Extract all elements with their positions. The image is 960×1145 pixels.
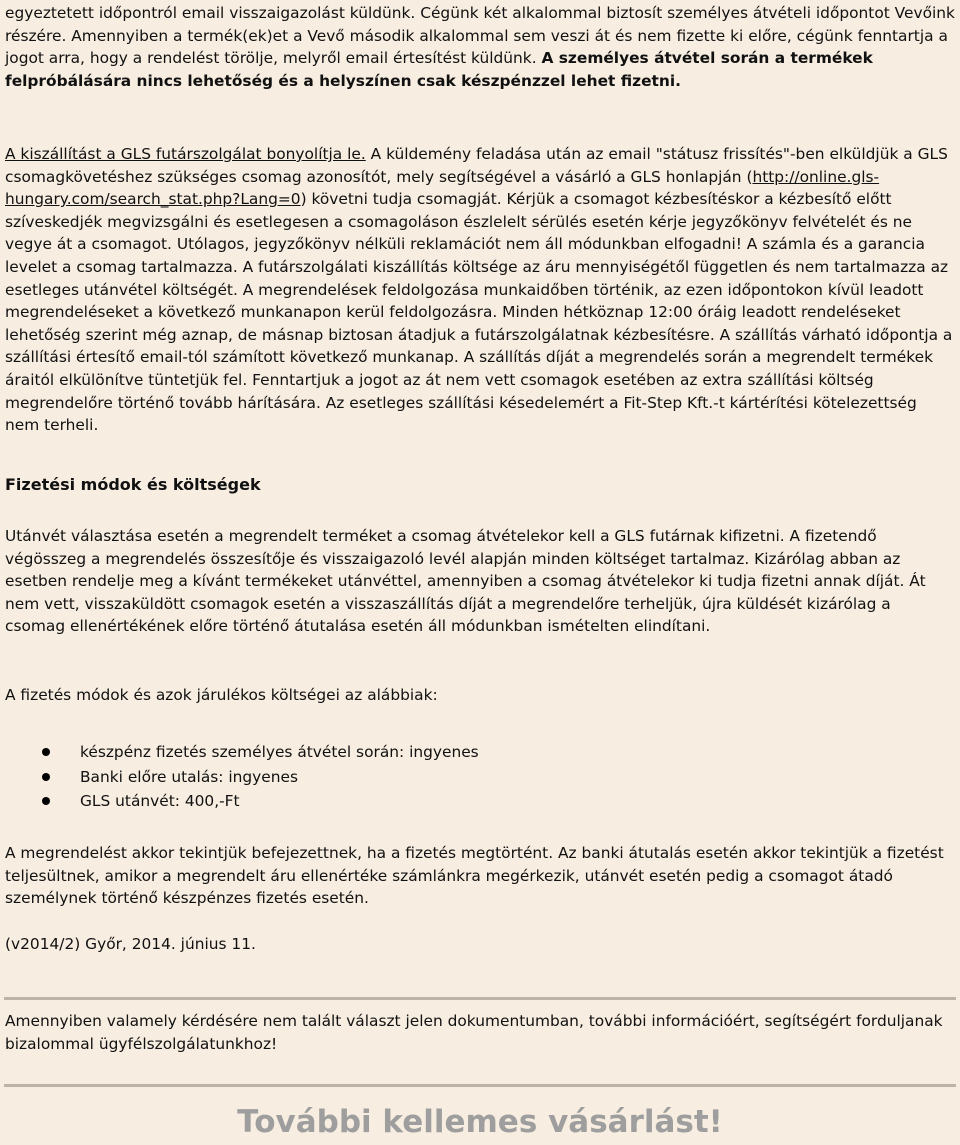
contact-paragraph: Amennyiben valamely kérdésére nem talált választ jelen dokumentumban, további információért, segítségért forduljanak bizalommal ügyfélszolgálatunkhoz!: [5, 1012, 943, 1053]
gls-delivery-text-continued: ) követni tudja csomagját. Kérjük a csomagot kézbesítéskor a kézbesítő előtt szíveskedjék megvizsgálni és esetlegesen a csomagoláson észlelelt sérülés esetén kérje jegyzőkönyv felvételét és ne vegye át a csomagot. Utólagos, jegyzőkönyv nélküli reklamációt nem áll módunkban elfogadni! A számla és a garancia levelet a csomag tartalmazza. A futárszolgálati kiszállítás költsége az áru mennyiségétől független és nem tartalmazza az esetleges utánvétel költségét. A megrendelések feldolgozása munkaidőben történik, az ezen időpontokon kívül leadott megrendeléseket a következő munkanapon kerül feldolgozásra. Minden hétköznap 12:00 óráig leadott rendeléseket lehetőség szerint még aznap, de másnap biztosan átadjuk a futárszolgálatnak kézbesítésre. A szállítás várható időpontja a szállítási értesítő email-tól számított következő munkanap. A szállítás díját a megrendelés során a megrendelt termékek áraitól elkülönítve tüntetjük fel. Fenntartjuk a jogot az át nem vett csomagok esetében az extra szállítási költség megrendelőre történő tovább hárítására. Az esetleges szállítási késedelemért a Fit-Step Kft.-t kártérítési kötelezettség nem terheli.: [5, 190, 953, 435]
closing-greeting: További kellemes vásárlást!: [237, 1104, 723, 1140]
payment-list-intro: A fizetés módok és azok járulékos költségei az alábbiak:: [5, 686, 438, 704]
list-item: [80, 765, 880, 790]
payment-section-heading: Fizetési módok és költségek: [5, 475, 261, 494]
payment-method-cod: GLS utánvét: 400,-Ft: [80, 792, 240, 810]
bullet-icon: [42, 748, 50, 756]
gls-delivery-paragraph: [5, 143, 955, 437]
bullet-icon: [42, 797, 50, 805]
list-item: [80, 789, 880, 814]
cod-paragraph: Utánvét választása esetén a megrendelt terméket a csomag átvételekor kell a GLS futárnak kifizetni. A fizetendő végösszeg a megrendelés összesítője és visszaigazoló levél alapján minden költséget tartalmaz. Kizárólag abban az esetben rendelje meg a kívánt termékeket utánvéttel, amennyiben a csomag átvételekor ki tudja fizetni annak díját. Át nem vett, visszaküldött csomagok esetén a visszaszállítás díját a megrendelőre terheljük, újra küldését kizárólag a csomag ellenértékének előre történő átutalása esetén áll módunkban ismételten elindítani.: [5, 527, 926, 636]
list-item: [80, 740, 880, 765]
divider: [4, 1084, 956, 1087]
payment-methods-list: [0, 740, 880, 814]
payment-method-transfer: Banki előre utalás: ingyenes: [80, 767, 298, 786]
bullet-icon: [42, 773, 50, 781]
gls-delivery-text: A küldemény feladása után az email "státusz frissítés"-ben elküldjük a GLS csomagkövetéshez szükséges csomag azonosítót, mely segítségével a vásárló a GLS honlapján (: [5, 145, 948, 186]
payment-completion-paragraph: A megrendelést akkor tekintjük befejezettnek, ha a fizetés megtörtént. Az banki átutalás esetén akkor tekintjük a fizetést teljesültnek, amikor a megrendelt áru ellenértéke számlánkra megérkezik, utánvét esetén pedig a csomagot átadó személynek történő készpénzes fizetés esetén.: [5, 844, 944, 908]
pickup-warning-text: A személyes átvétel során a termékek felpróbálására nincs lehetőség és a helyszínen csak készpénzzel lehet fizetni.: [5, 49, 873, 90]
payment-method-cash: készpénz fizetés személyes átvétel során: ingyenes: [80, 743, 479, 761]
gls-delivery-heading: A kiszállítást a GLS futárszolgálat bonyolítja le.: [5, 145, 366, 163]
divider: [4, 997, 956, 1000]
pickup-text: egyeztetett időpontról email visszaigazolást küldünk. Cégünk két alkalommal biztosít személyes átvételi időpontot Vevőink részére. Amennyiben a termék(ek)et a Vevő második alkalommal sem veszi át és nem fizette ki előre, cégünk fenntartja a jogot arra, hogy a rendelést törölje, melyről email értesítést küldünk.: [5, 4, 955, 68]
personal-pickup-paragraph: [5, 2, 955, 92]
gls-tracking-link[interactable]: http://online.gls-hungary.com/search_stat.php?Lang=0: [5, 167, 880, 209]
version-date: (v2014/2) Győr, 2014. június 11.: [5, 935, 256, 953]
